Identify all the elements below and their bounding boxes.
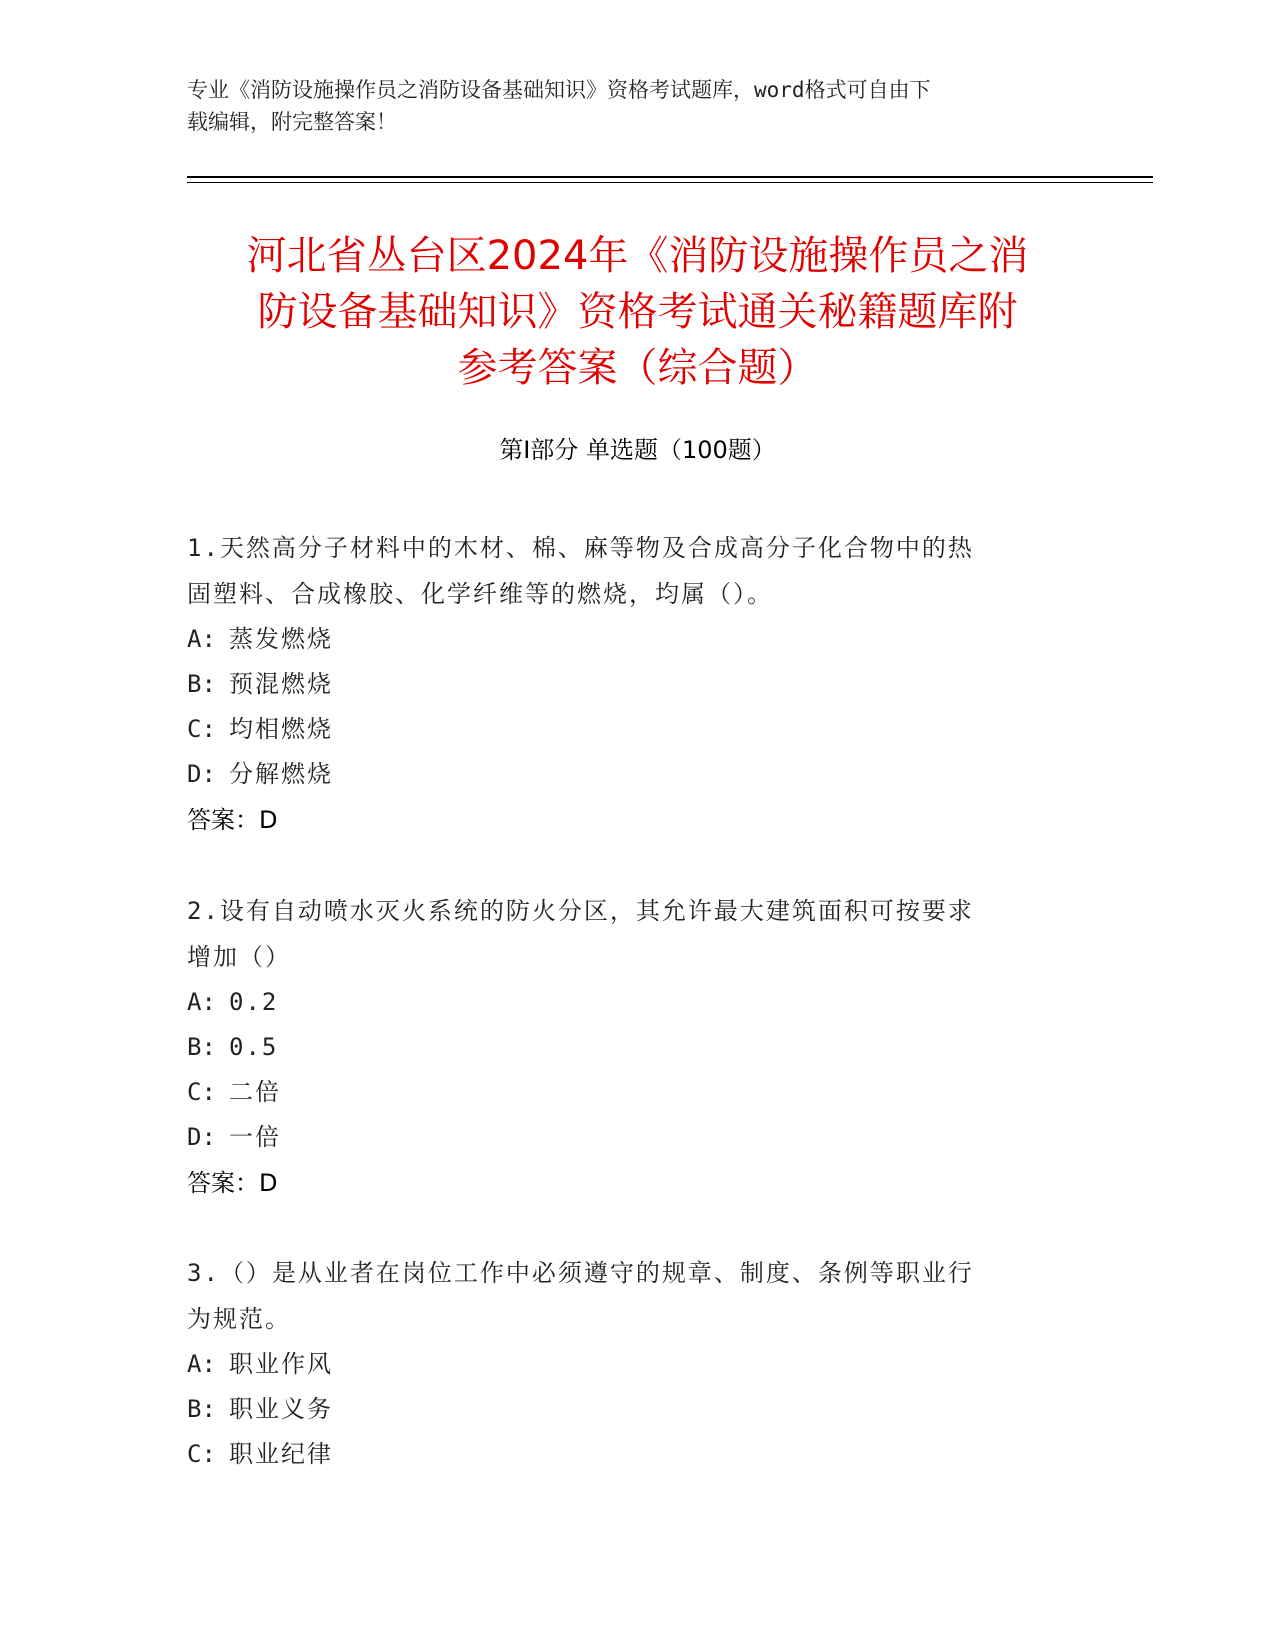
option-letter: B: <box>187 1033 216 1061</box>
option-text: 职业纪律 <box>229 1440 333 1468</box>
answer: 答案：D <box>187 1169 278 1197</box>
question-stem: 固塑料、合成橡胶、化学纤维等的燃烧，均属（）。 <box>187 580 773 608</box>
option-letter: D: <box>187 1123 216 1151</box>
option-c <box>187 1070 1067 1115</box>
question-stem: 2.设有自动喷水灭火系统的防火分区，其允许最大建筑面积可按要求 <box>187 897 974 925</box>
option-letter: B: <box>187 1395 216 1423</box>
title-line: 参考答案（综合题） <box>457 345 818 391</box>
header-divider <box>187 176 1153 178</box>
option-d <box>187 752 1067 797</box>
header-note <box>187 74 1067 138</box>
option-text: 0.2 <box>229 988 279 1016</box>
option-a <box>187 980 1067 1025</box>
option-d <box>187 1115 1067 1160</box>
question-stem: 为规范。 <box>187 1305 291 1333</box>
option-a <box>187 617 1067 662</box>
option-b <box>187 662 1067 707</box>
option-text: 二倍 <box>229 1078 281 1106</box>
option-text: 蒸发燃烧 <box>229 625 333 653</box>
section-heading: 第I部分 单选题（100题） <box>499 436 776 464</box>
header-note-line: 载编辑，附完整答案！ <box>187 110 397 134</box>
question-stem: 1.天然高分子材料中的木材、棉、麻等物及合成高分子化合物中的热 <box>187 534 974 562</box>
option-letter: A: <box>187 625 216 653</box>
option-letter: C: <box>187 1078 216 1106</box>
question-2 <box>187 888 1067 1206</box>
answer: 答案：D <box>187 806 278 834</box>
option-letter: A: <box>187 1350 216 1378</box>
option-b <box>187 1025 1067 1070</box>
header-divider-thin <box>187 182 1153 183</box>
option-letter: A: <box>187 988 216 1016</box>
question-1 <box>187 525 1067 843</box>
option-letter: D: <box>187 760 216 788</box>
option-letter: C: <box>187 715 216 743</box>
option-text: 一倍 <box>229 1123 281 1151</box>
option-text: 职业义务 <box>229 1395 333 1423</box>
title-line: 河北省丛台区2024年《消防设施操作员之消 <box>246 233 1029 279</box>
option-text: 均相燃烧 <box>229 715 333 743</box>
option-text: 预混燃烧 <box>229 670 333 698</box>
question-stem: 3.（）是从业者在岗位工作中必须遵守的规章、制度、条例等职业行 <box>187 1259 974 1287</box>
option-c <box>187 1432 1067 1477</box>
question-stem: 增加（） <box>187 943 291 971</box>
option-letter: B: <box>187 670 216 698</box>
option-b <box>187 1387 1067 1432</box>
document-title <box>175 228 1100 396</box>
option-a <box>187 1342 1067 1387</box>
option-c <box>187 707 1067 752</box>
option-letter: C: <box>187 1440 216 1468</box>
header-note-line: 专业《消防设施操作员之消防设备基础知识》资格考试题库，word格式可自由下 <box>187 78 931 102</box>
option-text: 分解燃烧 <box>229 760 333 788</box>
option-text: 0.5 <box>229 1033 279 1061</box>
title-line: 防设备基础知识》资格考试通关秘籍题库附 <box>257 289 1018 335</box>
option-text: 职业作风 <box>229 1350 333 1378</box>
question-3 <box>187 1250 1067 1477</box>
